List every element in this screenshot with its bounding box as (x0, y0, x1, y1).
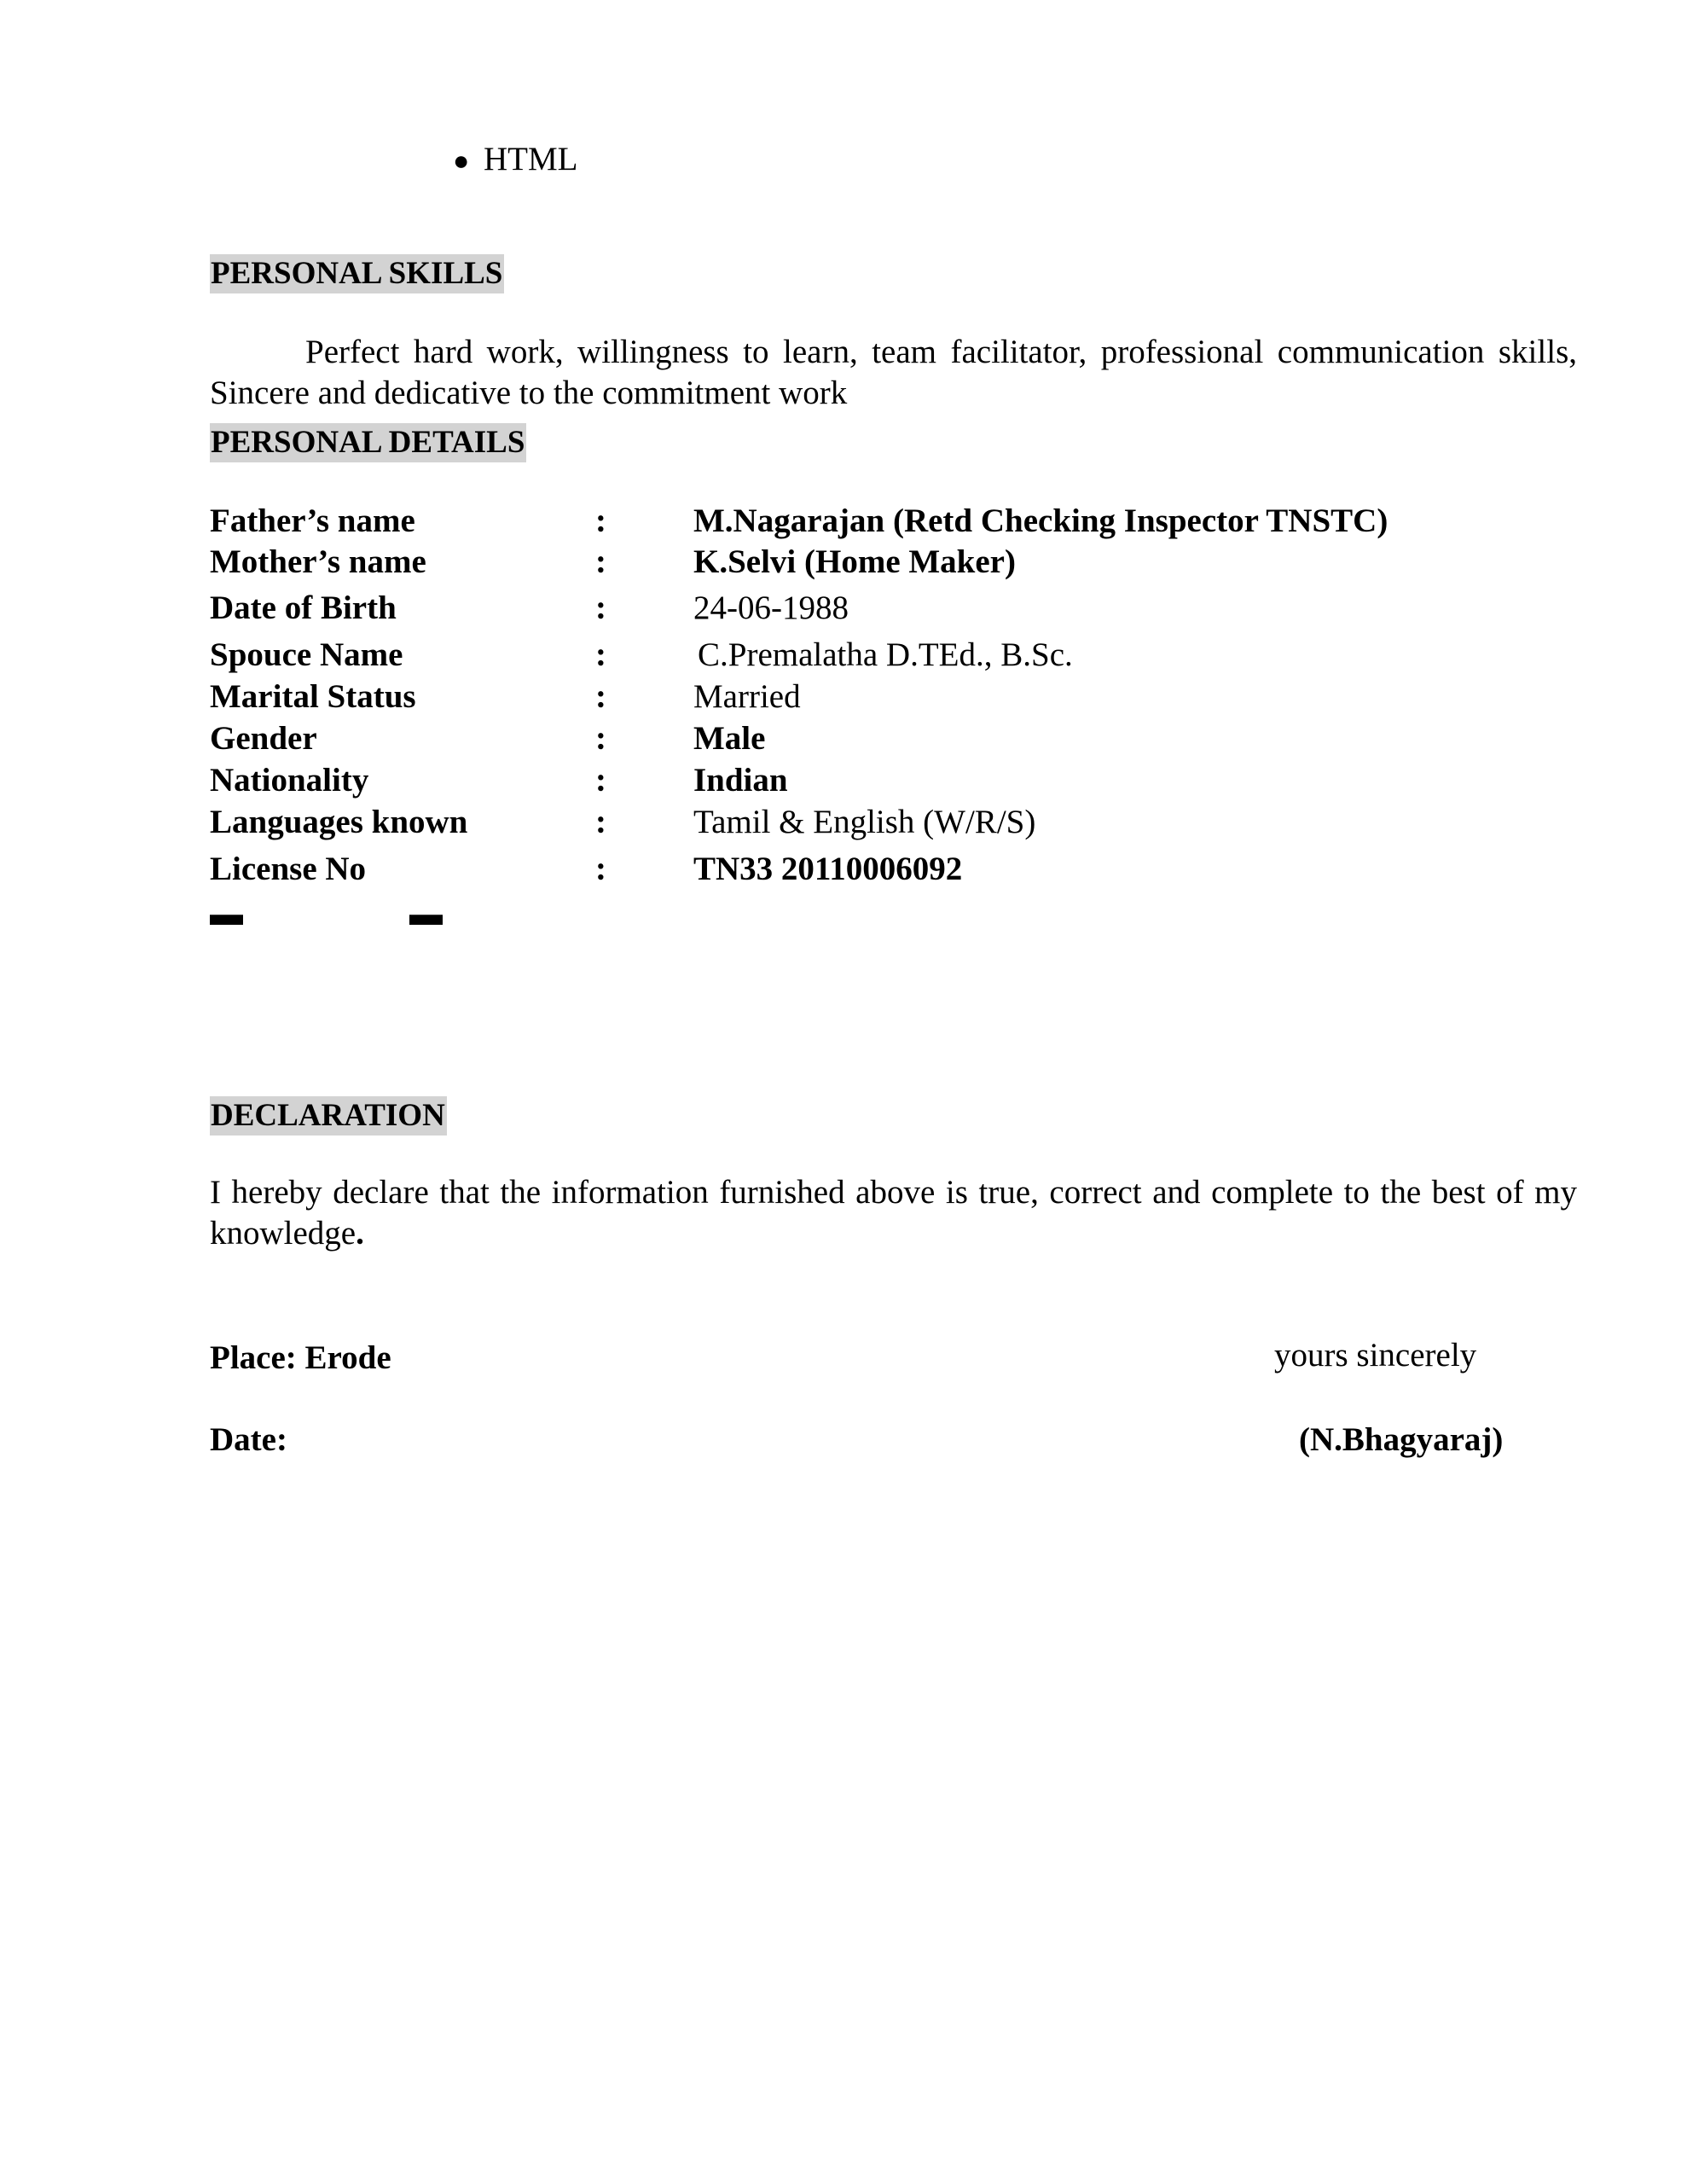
skills-list-item (453, 138, 578, 182)
detail-row-clipped: ▬ ▬ (210, 896, 443, 932)
detail-label-date-of-birth: Date of Birth (210, 590, 397, 626)
detail-value-license-no: TN33 20110006092 (693, 851, 963, 887)
signatory-name: (N.Bhagyaraj) (1299, 1421, 1504, 1458)
skill-item-label: HTML (484, 141, 578, 177)
detail-label-spouse-name: Spouce Name (210, 636, 403, 673)
detail-value-spouse-name: C.Premalatha D.TEd., B.Sc. (698, 636, 1073, 673)
detail-separator: : (595, 762, 606, 799)
date-label: Date: (210, 1421, 287, 1458)
declaration-period: . (356, 1215, 364, 1252)
detail-label-mothers-name: Mother’s name (210, 543, 426, 580)
detail-label-nationality: Nationality (210, 762, 369, 799)
detail-label-gender: Gender (210, 720, 317, 757)
declaration-text (210, 1172, 1577, 1254)
detail-separator: : (595, 678, 606, 715)
detail-label-languages-known: Languages known (210, 804, 468, 840)
place-label: Place: (210, 1339, 297, 1376)
date-line (210, 1420, 287, 1461)
detail-value-fathers-name: M.Nagarajan (Retd Checking Inspector TNSTC) (693, 502, 1388, 539)
detail-value-gender: Male (693, 720, 766, 757)
detail-separator: : (595, 543, 606, 580)
place-line (210, 1338, 391, 1379)
detail-value-languages-known: Tamil & English (W/R/S) (693, 804, 1036, 840)
detail-separator: : (595, 502, 606, 539)
detail-separator: : (595, 720, 606, 757)
declaration-body: I hereby declare that the information furnished above is true, correct and complete to the best of my knowledge (210, 1174, 1577, 1252)
detail-separator: : (595, 804, 606, 840)
detail-separator: : (595, 851, 606, 887)
detail-separator: : (595, 636, 606, 673)
detail-value-mothers-name: K.Selvi (Home Maker) (693, 543, 1016, 580)
personal-skills-text: Perfect hard work, willingness to learn, team facilitator, professional communication skills, Sincere and dedicative to the commitment work (210, 334, 1577, 411)
bullet-icon: ● (453, 145, 470, 176)
detail-value-nationality: Indian (693, 762, 788, 799)
detail-value-marital-status: Married (693, 678, 801, 715)
detail-separator: : (595, 590, 606, 626)
personal-skills-heading: PERSONAL SKILLS (210, 254, 504, 293)
closing-text: yours sincerely (1274, 1337, 1477, 1374)
detail-label-fathers-name: Father’s name (210, 502, 415, 539)
personal-details-heading: PERSONAL DETAILS (210, 423, 526, 462)
declaration-heading: DECLARATION (210, 1096, 447, 1136)
place-value: Erode (304, 1339, 391, 1376)
detail-label-license-no: License No (210, 851, 367, 887)
detail-label-marital-status: Marital Status (210, 678, 416, 715)
detail-value-date-of-birth: 24-06-1988 (693, 590, 849, 626)
